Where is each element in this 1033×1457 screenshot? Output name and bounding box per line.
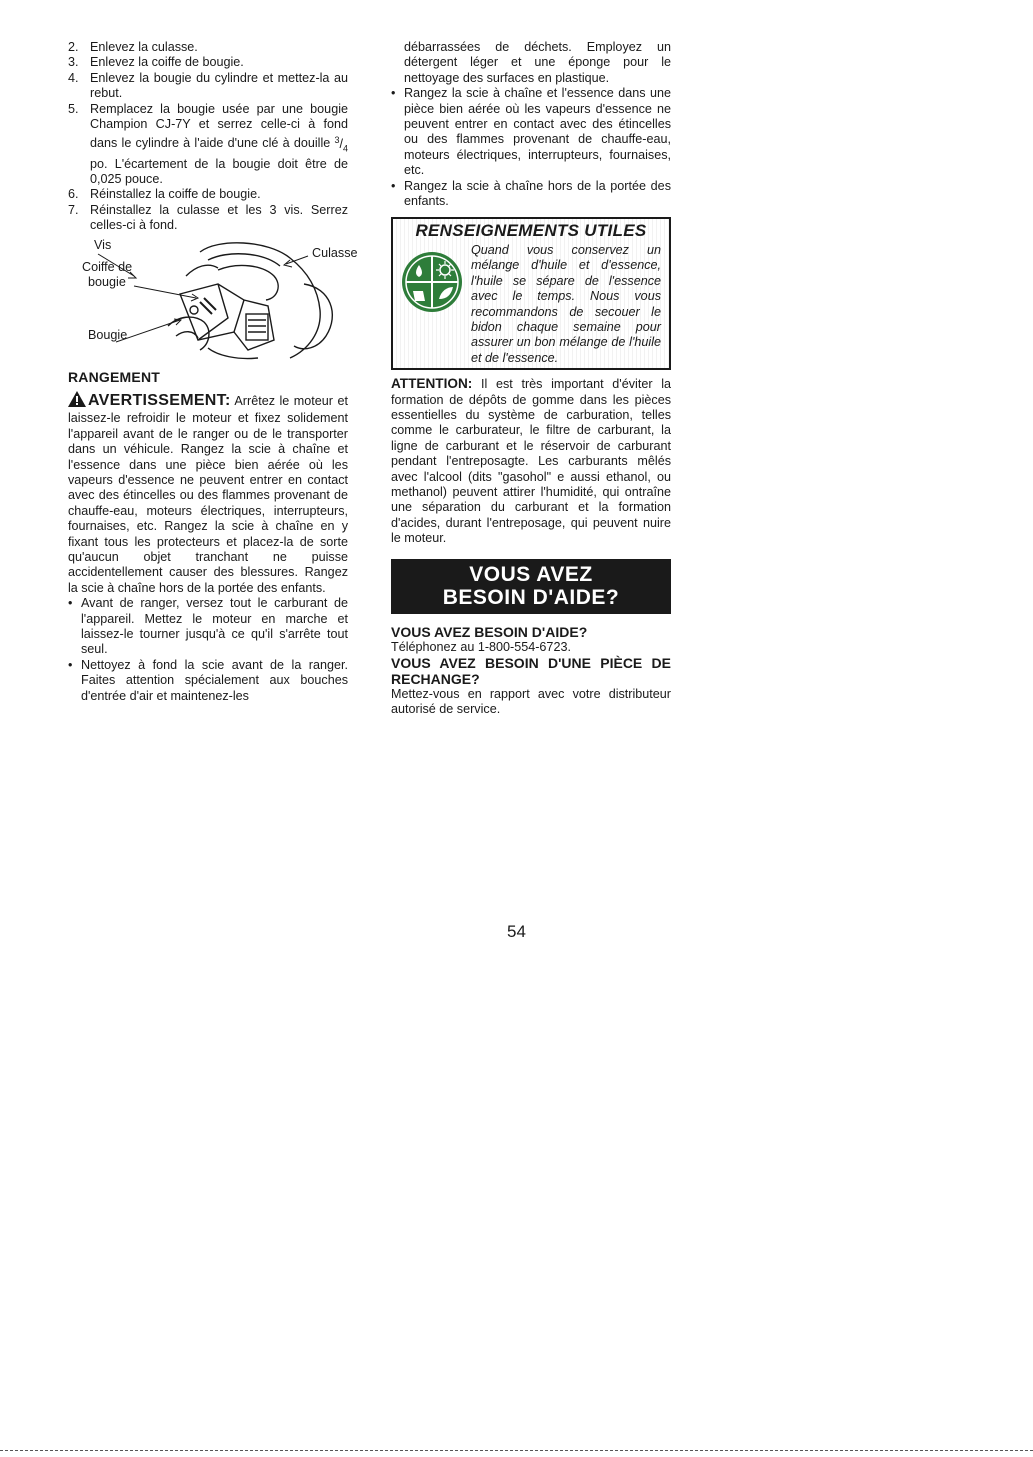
step-5: 5. Remplacez la bougie usée par une bougie Champion CJ-7Y et serrez celle-ci à fond dans le cylindre à l'aide d'une clé à douille $^3/_4$ po. L'écartement de la bougie doit être de 0,025 pouce. (68, 101, 349, 186)
spark-plug-figure (68, 237, 358, 362)
attention-label: ATTENTION: (391, 376, 473, 392)
list-item: • Rangez la scie à chaîne hors de la portée des enfants. (391, 178, 671, 209)
warning-title: AVERTISSEMENT: (88, 391, 231, 409)
page-number: 54 (507, 922, 526, 941)
step-3: 3. Enlevez la coiffe de bougie. (68, 55, 244, 70)
socket-size-fraction: $^3/_4$ (334, 134, 349, 154)
info-box-text: Quand vous conservez un mélange d'huile et d'essence, l'huile se sépare de l'essence avec le temps. Nous vous recommandons de secouer le bidon chaque semaine pour assurer un bon mélange de l'huile et de l'essence. (471, 242, 661, 365)
procedure-steps (68, 40, 348, 234)
right-bullets (391, 86, 671, 209)
step-6: 6. Réinstallez la coiffe de bougie. (68, 187, 261, 202)
label-vis: Vis (94, 237, 112, 252)
list-item: • Avant de ranger, versez tout le carburant de l'appareil. Mettez le moteur en marche et laissez-le tourner jusqu'à ce qu'il s'arrête tout seul. (68, 596, 348, 657)
info-box-title: RENSEIGNEMENTS UTILES (415, 221, 647, 241)
attention-block (391, 376, 671, 546)
step-4: 4. Enlevez la bougie du cylindre et mettez-la au rebut. (68, 70, 348, 101)
help-heading: VOUS AVEZ BESOIN D'AIDE? (391, 623, 588, 640)
help-banner: VOUS AVEZ BESOIN D'AIDE? (391, 559, 671, 614)
step-2: 2. Enlevez la culasse. (68, 40, 198, 54)
storage-bullets (68, 596, 348, 704)
info-box (391, 217, 671, 370)
attention-text: Il est très important d'éviter la formation de dépôts de gomme dans les pièces essentielles du système de carburation, telles comme le carburateur, le filtre de carburant, la ligne de carburant et le réservoir de carburant pendant l'entreposagte. Les carburants mêlés avec l'alcool (dits "gasohol" e aussi ethanol, ou methanol) peuvent attirer l'humidité, qui ontraîne une séparation du carburant et la formation d'acides, durant l'entreposage, qui peuvent nuire le moteur. (391, 377, 671, 546)
part-text: Mettez-vous en rapport avec votre distributeur autorisé de service. (391, 687, 671, 717)
label-culasse: Culasse (312, 245, 358, 260)
chainsaw-engine-illustration (68, 237, 348, 362)
part-heading: VOUS AVEZ BESOIN D'UNE PIÈCE DE RECHANGE? (391, 655, 671, 687)
rangement-heading: RANGEMENT (68, 368, 161, 385)
continued-text: débarrassées de déchets. Employez un détergent léger et une éponge pour le nettoyage des surfaces en plastique. (404, 40, 671, 85)
label-bougie: Bougie (88, 327, 128, 342)
right-column (391, 40, 671, 718)
warning-text: Arrêtez le moteur et laissez-le refroidir le moteur et fixez solidement l'appareil avant de le ranger ou de le transporter dans un véhicule. Rangez la scie à chaîne et l'essence dans une pièce bien aérée où les vapeurs d'essence ne peuvent entrer en contact avec des étincelles ou des flammes provenant de chauffe-eau, moteurs électriques, interrupteurs, fournaises, etc. Rangez la scie à chaîne en y fixant tous les protecteurs et placez-la de sorte qu'aucun objet tranchant ne puisse accidentellement causer des blessures. Rangez la scie à chaîne hors de la portée des enfants. (68, 393, 348, 595)
warning-block (68, 391, 348, 596)
list-item: • Rangez la scie à chaîne et l'essence dans une pièce bien aérée où les vapeurs d'essence ne peuvent entrer en contact avec des étincelles ou des flammes provenant de chauffe-eau, moteurs électriques, interrupteurs, fournaises, etc. (391, 86, 671, 178)
footer-divider (0, 1450, 1033, 1451)
step-7: 7. Réinstallez la culasse et les 3 vis. Serrez celles-ci à fond. (68, 202, 348, 233)
label-coiffe-line2: bougie (88, 274, 126, 289)
label-coiffe-line1: Coiffe de (82, 259, 133, 274)
fuel-oil-emblem-icon (401, 243, 471, 366)
warning-triangle-icon (68, 391, 86, 411)
list-item: • Nettoyez à fond la scie avant de la ranger. Faites attention spécialement aux bouches d'entrée d'air et maintenez-les (68, 657, 348, 703)
help-phone-text: Téléphonez au 1-800-554-6723. (391, 639, 571, 654)
left-column (68, 40, 358, 704)
